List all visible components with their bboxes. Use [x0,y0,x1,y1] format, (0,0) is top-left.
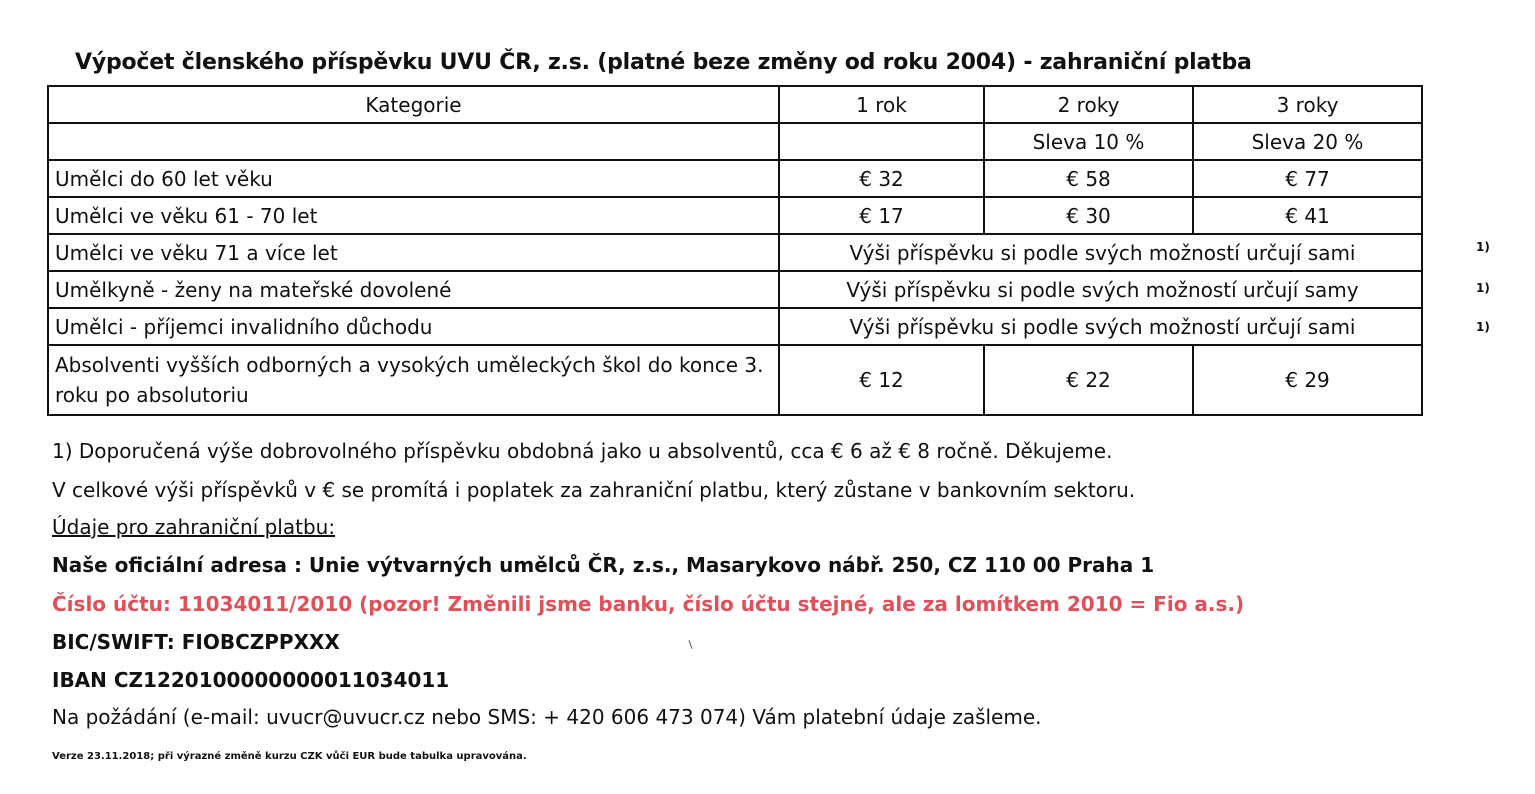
fee-1-year: € 17 [779,197,984,234]
row-category: Umělci ve věku 61 - 70 let [48,197,779,234]
fee-2-years: € 22 [984,345,1193,415]
row-category: Umělkyně - ženy na mateřské dovolené [48,271,779,308]
row-category: Absolventi vyšších odborných a vysokých uměleckých škol do konce 3. roku po absolutoriu [48,345,779,415]
bank-account-number: Číslo účtu: 11034011/2010 (pozor! Změnili jsme banku, číslo účtu stejné, ale za lomítkem 2010 = Fio a.s.) [52,592,1245,616]
payment-details-heading: Údaje pro zahraniční platbu: [52,515,336,539]
voluntary-fee-text: Výši příspěvku si podle svých možností určují sami [779,234,1422,271]
row-category: Umělci ve věku 71 a více let [48,234,779,271]
header-2-years: 2 roky [984,86,1193,123]
iban-code: IBAN CZ1220100000000011034011 [52,668,450,692]
footnote-text: 1) Doporučená výše dobrovolného příspěvku obdobná jako u absolventů, cca € 6 až € 8 ročně. Děkujeme. [52,439,1113,463]
footnote-marker: 1) [1476,320,1490,334]
table-row [48,234,1422,271]
header-3-years: 3 roky [1193,86,1422,123]
membership-fee-table [47,85,1423,416]
footnote-marker: 1) [1476,281,1490,295]
table-row [48,160,1422,197]
fee-1-year: € 12 [779,345,984,415]
document-title: Výpočet členského příspěvku UVU ČR, z.s. (platné beze změny od roku 2004) - zahraniční platba [75,50,1252,75]
fee-3-years: € 41 [1193,197,1422,234]
fee-3-years: € 29 [1193,345,1422,415]
discount-empty-cell [779,123,984,160]
official-address: Naše oficiální adresa : Unie výtvarných umělců ČR, z.s., Masarykovo nábř. 250, CZ 110 00 Praha 1 [52,553,1155,577]
discount-row [48,123,1422,160]
fee-1-year: € 32 [779,160,984,197]
fee-2-years: € 58 [984,160,1193,197]
scan-speck [688,640,692,649]
fee-2-years: € 30 [984,197,1193,234]
bic-swift-code: BIC/SWIFT: FIOBCZPPXXX [52,630,340,654]
table-row [48,197,1422,234]
header-1-year: 1 rok [779,86,984,123]
discount-empty-cell [48,123,779,160]
version-note: Verze 23.11.2018; při výrazné změně kurzu CZK vůči EUR bude tabulka upravována. [52,751,527,762]
row-category: Umělci - příjemci invalidního důchodu [48,308,779,345]
contact-text: Na požádání (e-mail: uvucr@uvucr.cz nebo SMS: + 420 606 473 074) Vám platební údaje zašleme. [52,705,1042,729]
row-category: Umělci do 60 let věku [48,160,779,197]
header-category: Kategorie [48,86,779,123]
voluntary-fee-text: Výši příspěvku si podle svých možností určují samy [779,271,1422,308]
discount-3-years: Sleva 20 % [1193,123,1422,160]
fee-info-text: V celkové výši příspěvků v € se promítá i poplatek za zahraniční platbu, který zůstane v bankovním sektoru. [52,478,1136,502]
footnote-marker: 1) [1476,240,1490,254]
fee-3-years: € 77 [1193,160,1422,197]
discount-2-years: Sleva 10 % [984,123,1193,160]
table-header-row [48,86,1422,123]
table-row [48,308,1422,345]
table-row [48,271,1422,308]
table-row [48,345,1422,415]
voluntary-fee-text: Výši příspěvku si podle svých možností určují sami [779,308,1422,345]
